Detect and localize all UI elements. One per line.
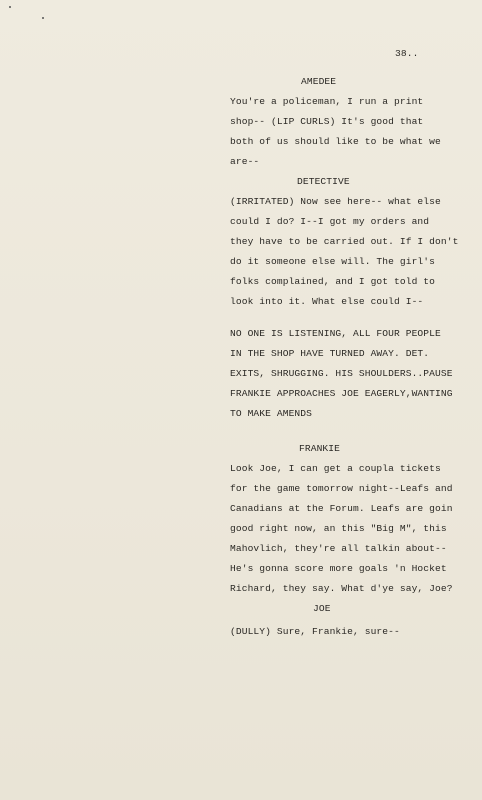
stage-direction-line: EXITS, SHRUGGING. HIS SHOULDERS..PAUSE [230,368,453,379]
dialogue-line: both of us should like to be what we [230,136,441,147]
page-number: 38.. [395,48,419,59]
character-name: DETECTIVE [297,176,350,187]
dialogue-line: do it someone else will. The girl's [230,256,436,267]
stage-direction-line: TO MAKE AMENDS [230,408,313,419]
dialogue-line: You're a policeman, I run a print [230,96,424,107]
dialogue-line: they have to be carried out. If I don't [230,236,459,247]
dialogue-line: good right now, an this "Big M", this [230,523,447,534]
dialogue-line: for the game tomorrow night--Leafs and [230,483,453,494]
stage-direction-line: IN THE SHOP HAVE TURNED AWAY. DET. [230,348,430,359]
stage-direction-line: NO ONE IS LISTENING, ALL FOUR PEOPLE [230,328,441,339]
margin-mark [42,17,44,19]
dialogue-line: are-- [230,156,260,167]
dialogue-line: look into it. What else could I-- [230,296,424,307]
dialogue-line: (IRRITATED) Now see here-- what else [230,196,441,207]
dialogue-line: Canadians at the Forum. Leafs are goin [230,503,453,514]
dialogue-line: (DULLY) Sure, Frankie, sure-- [230,626,400,637]
dialogue-line: Look Joe, I can get a coupla tickets [230,463,441,474]
margin-mark [9,6,11,8]
character-name: FRANKIE [299,443,341,454]
dialogue-line: Mahovlich, they're all talkin about-- [230,543,447,554]
dialogue-line: could I do? I--I got my orders and [230,216,430,227]
dialogue-line: shop-- (LIP CURLS) It's good that [230,116,424,127]
dialogue-line: folks complained, and I got told to [230,276,436,287]
character-name: AMEDEE [301,76,337,87]
dialogue-line: He's gonna score more goals 'n Hocket [230,563,447,574]
dialogue-line: Richard, they say. What d'ye say, Joe? [230,583,453,594]
stage-direction-line: FRANKIE APPROACHES JOE EAGERLY,WANTING [230,388,453,399]
character-name: JOE [313,603,331,614]
